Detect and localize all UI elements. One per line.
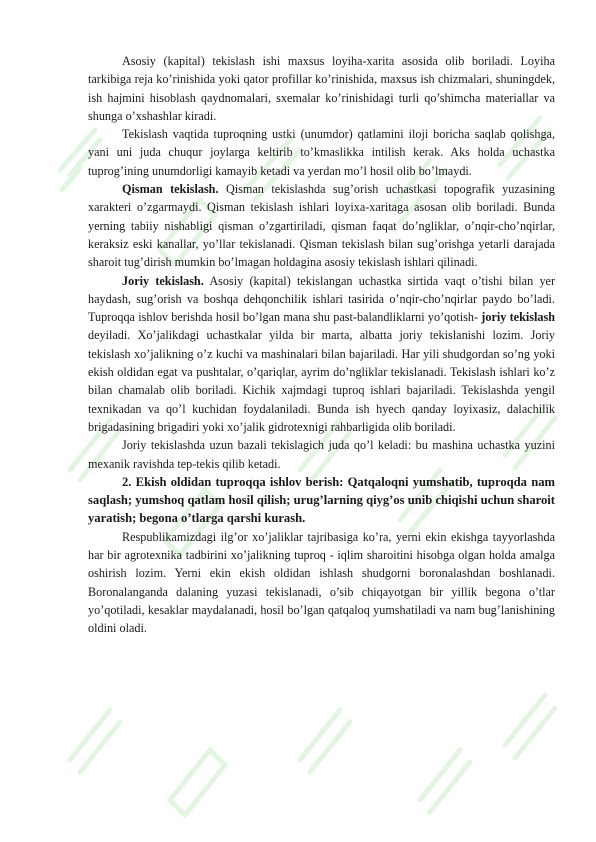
paragraph-text: Asosiy (kapital) tekislash ishi maxsus loyiha-xarita asosida olib boriladi. Loyiha tarkibiga reja ko’rinishida yoki qator profillar ko’rinishida, maxsus ish chizmalari, shuningdek, ish hajmini hisoblash qaydnomalari, sxemalar ko’rinishidagi turli qo’shimcha materiallar va shunga o’xshashlar kiradi. xyxy=(88,54,555,123)
paragraph-text-tail: deyiladi. Xo’jalikdagi uchastkalar yilda bir marta, albatta joriy tekislanishi lozim. Joriy tekislash xo’jalikning o’z kuchi va mashinalari bilan bajariladi. Har yili shudgordan so’ng yoki ekish oldidan egat va pushtalar, o’qariqlar, ayrim do’ngliklar tekislanadi. Tekislash ishlari ko’z bilan chamalab olib boriladi. Kichik xajmdagi tuproq ishlari bajariladi. Tekislashda yengil texnikadan va qo’l kuchidan foydalaniladi. Bunda ish hyech qanday loyixasiz, dalachilik brigadasining brigadiri yoki xo’jalik gidrotexnigi rahbarligida olib boriladi. xyxy=(88,328,555,434)
paragraph-text: Asosiy (kapital) tekislangan uchastka sirtida vaqt o’tishi bilan yer haydash, sug’orish va boshqa dehqonchilik ishlari tasirida o’nqir-cho’nqirlar paydo bo’ladi. Tuproqqa ishlov berishda hosil bo’lgan mana shu past-balandliklarni yo’qotish- xyxy=(88,273,556,325)
document-body xyxy=(88,52,555,638)
heading-text: 2. Ekish oldidan tuproqqa ishlov berish: Qatqaloqni yumshatib, tuproqda nam saqlash; yumshoq qatlam hosil qilish; urug’larning qiyg’os unib chiqishi uchun sharoit yaratish; begona o’tlarga qarshi kurash. xyxy=(88,474,555,526)
paragraph-text: Qisman tekislashda sug’orish uchastkasi topografik yuzasining xarakteri o’zgarmaydi. Qisman tekislash ishlari loyixa-xaritaga asosan olib boriladi. Bunda yerning tabiiy nishabligi qisman o’zgartiriladi, qisman faqat do’ngliklar, o’nqir-cho’nqirlar, keraksiz eski kanallar, yo’llar tekislanadi. Qisman tekislash bilan sug’orishga yetarli darajada sharoit tug’dirish mumkin bo’lmagan holdagina asosiy tekislash ishlari qilinadi. xyxy=(88,182,555,270)
paragraph-lead: Joriy tekislash. xyxy=(122,273,204,288)
paragraph-partial-leveling xyxy=(88,180,555,271)
paragraph-harrowing xyxy=(88,528,555,638)
paragraph-text: Respublikamizdagi ilg’or xo’jaliklar tajribasiga ko’ra, yerni ekin ekishga tayyorlashda har bir agrotexnika tadbirini xo’jalikning tuproq - iqlim sharoitini hisobga olgan holda amalga oshirish lozim. Yerni ekin ekish oldidan ishlash shudgorni boronalashdan boshlanadi. Boronalanganda dalaning yuzasi tekislanadi, o’sib chiqayotgan bir yillik begona o’tlar yo’qotiladi, kesaklar maydalanadi, hosil bo’lgan qatqaloq yumshatiladi va nam bug’lanishining oldini oladi. xyxy=(88,529,555,636)
paragraph-current-leveling xyxy=(88,272,555,437)
paragraph-capital-leveling xyxy=(88,52,555,125)
paragraph-lead: Qisman tekislash. xyxy=(122,182,219,197)
paragraph-emphasis: joriy tekislash xyxy=(481,310,555,325)
paragraph-topsoil xyxy=(88,125,555,180)
paragraph-text: Tekislash vaqtida tuproqning ustki (unumdor) qatlamini iloji boricha saqlab qolishga, yani uni juda chuqur joylarga keltirib to’kmaslikka intilish kerak. Aks holda uchastka tuprog’ining unumdorligi kamayib ketadi va yerdan mo’l hosil olib bo’lmaydi. xyxy=(88,127,555,178)
paragraph-text: Joriy tekislashda uzun bazali tekislagich juda qo’l keladi: bu mashina uchastka yuzini mexanik ravishda tep-tekis qilib ketadi. xyxy=(88,438,555,471)
section-heading-pre-sowing xyxy=(88,473,555,528)
paragraph-long-base-leveler xyxy=(88,436,555,473)
